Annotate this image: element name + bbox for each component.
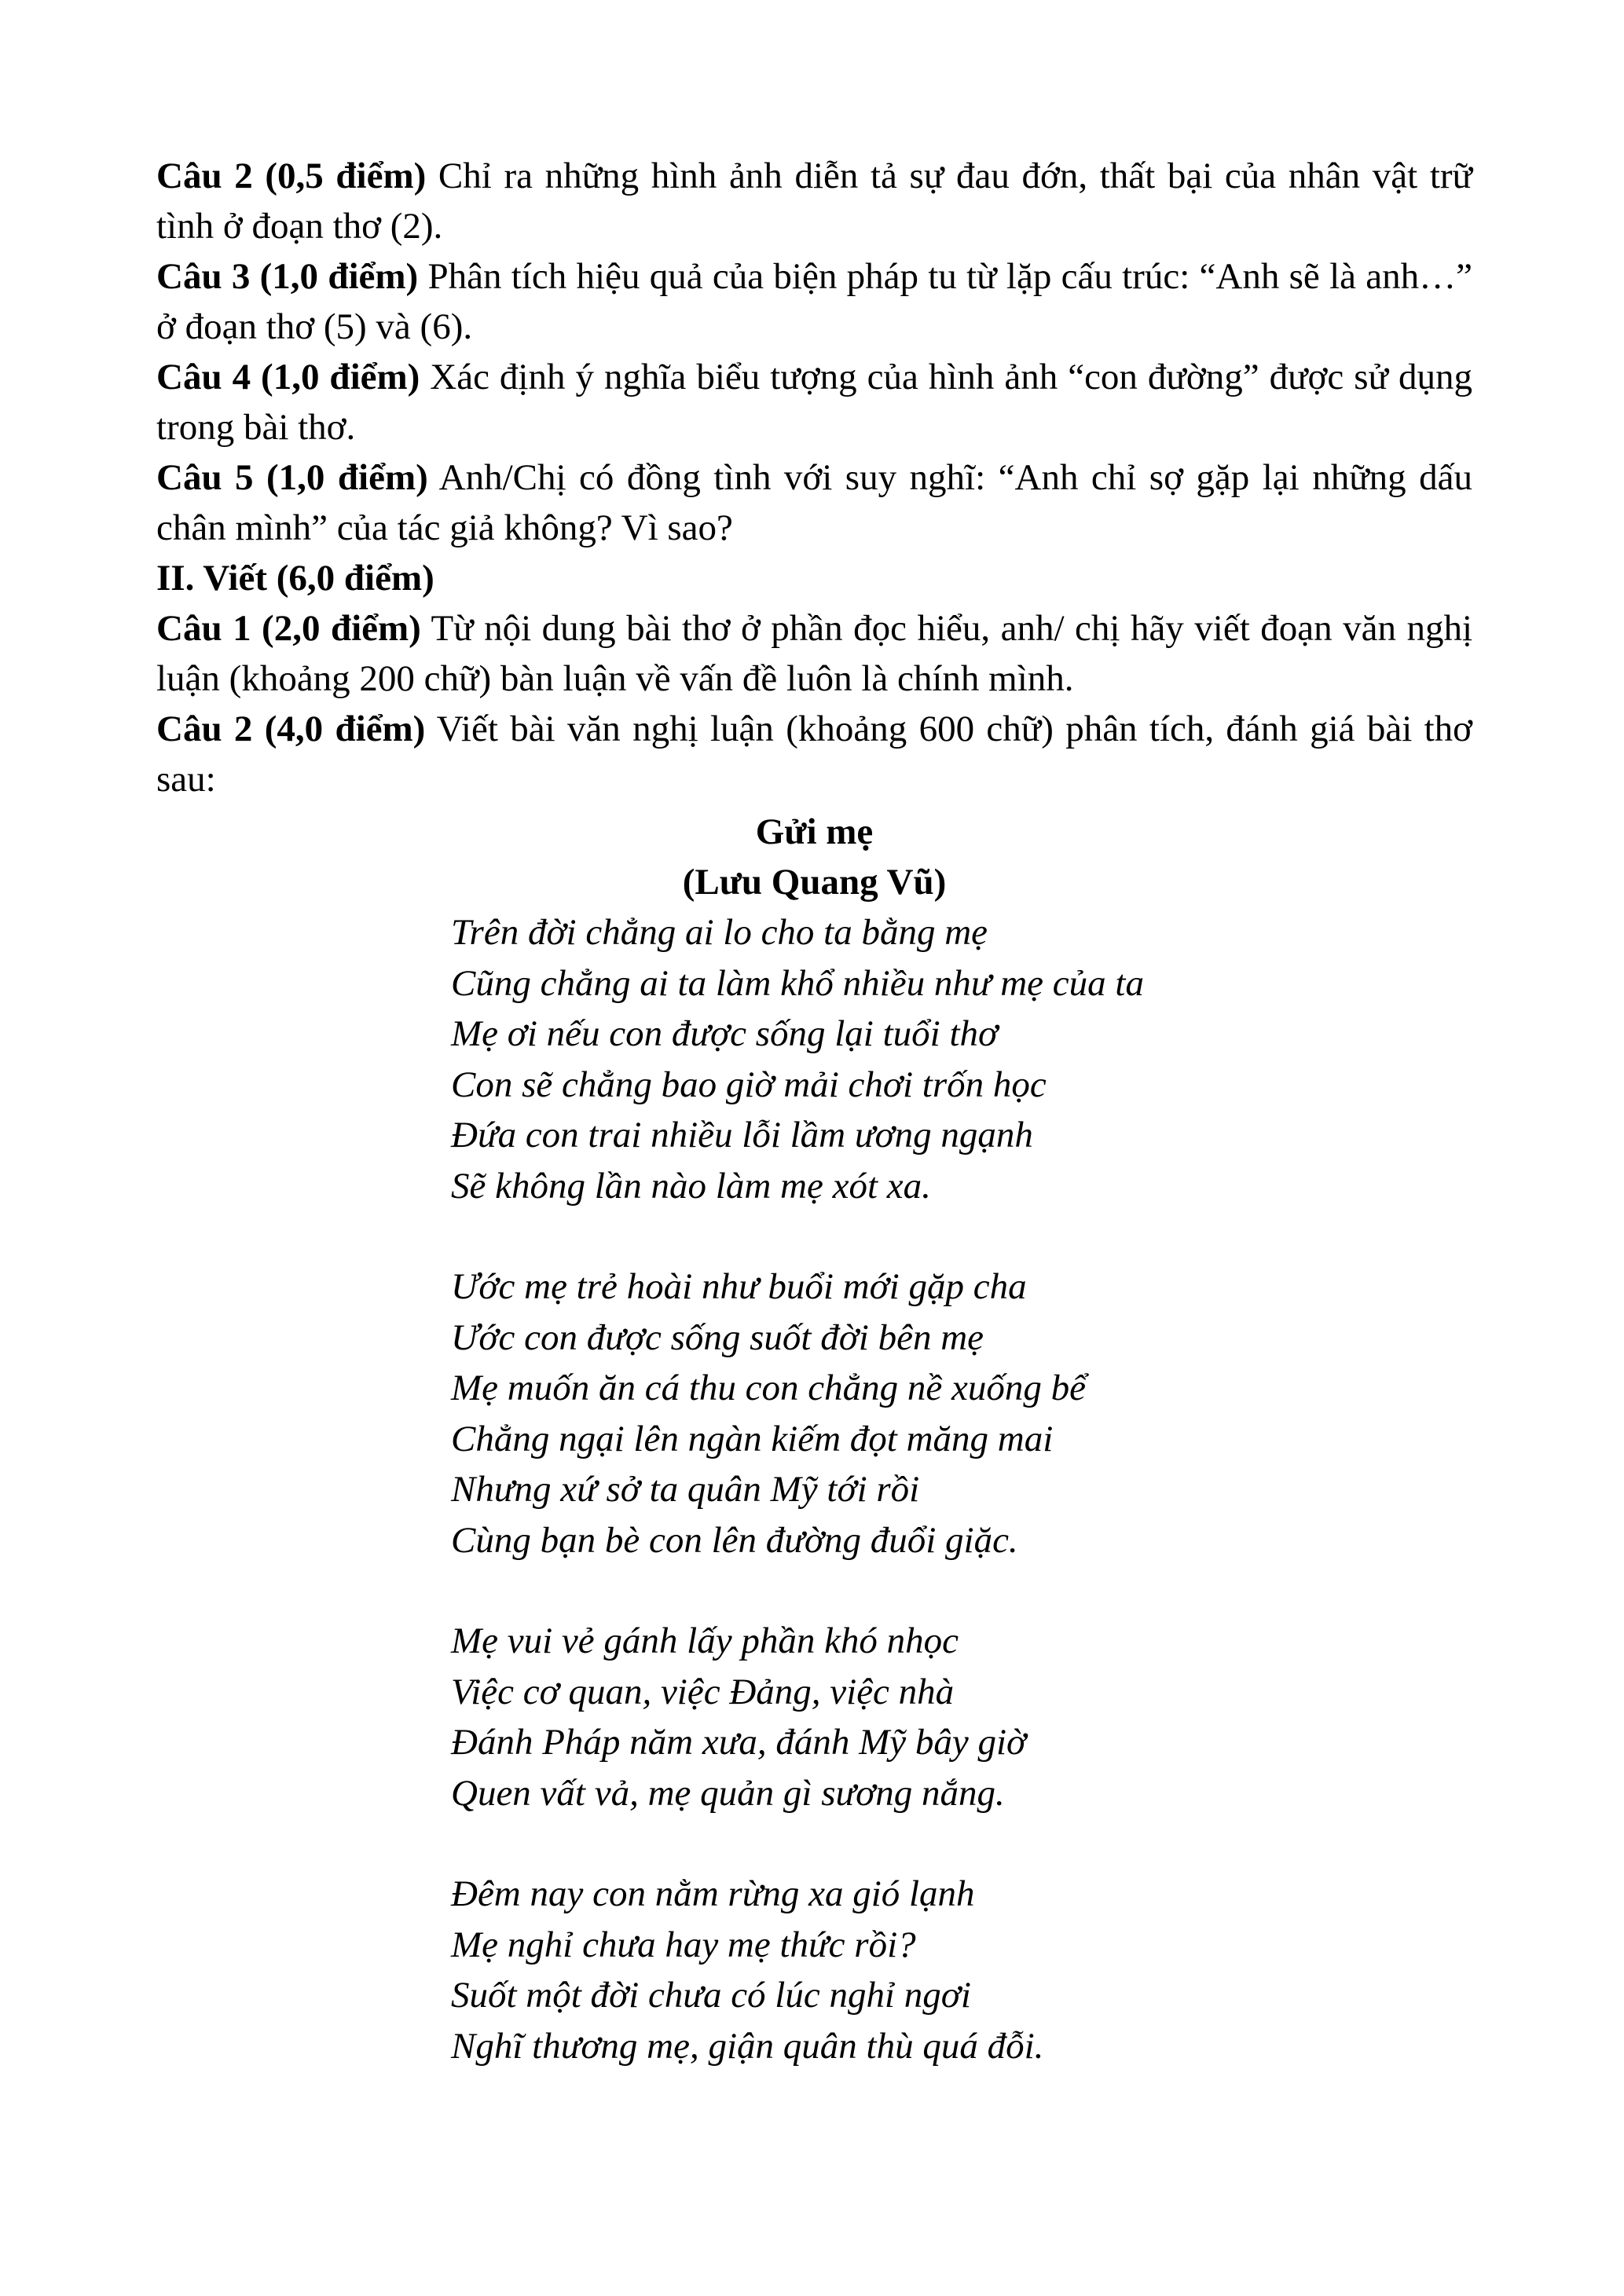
poem-line: Trên đời chẳng ai lo cho ta bằng mẹ: [451, 912, 988, 953]
poem-body: [451, 907, 1394, 2071]
question-label: Câu 2 (0,5 điểm): [156, 156, 427, 196]
question-4: [156, 352, 1472, 452]
question-text: Chỉ ra những hình ảnh diễn tả sự đau đớn, thất bại của nhân vật trữ tình ở đoạn thơ (2).: [156, 156, 1473, 247]
question-label: Câu 3 (1,0 điểm): [156, 256, 419, 297]
question-3: [156, 251, 1472, 352]
poem-line: Mẹ muốn ăn cá thu con chẳng nề xuống bể: [451, 1368, 1086, 1408]
question-text: Phân tích hiệu quả của biện pháp tu từ lặp cấu trúc: “Anh sẽ là anh…” ở đoạn thơ (5) và (6).: [156, 256, 1472, 347]
poem-author: (Lưu Quang Vũ): [682, 862, 947, 903]
poem-title: Gửi mẹ: [755, 811, 874, 852]
poem-line: Chẳng ngại lên ngàn kiếm đọt măng mai: [451, 1418, 1054, 1459]
poem-stanza-2: [451, 1262, 1394, 1565]
question-2: [156, 151, 1472, 251]
question-label: Câu 4 (1,0 điểm): [156, 357, 420, 397]
writing-question-2: [156, 704, 1472, 804]
question-text: Viết bài văn nghị luận (khoảng 600 chữ) phân tích, đánh giá bài thơ sau:: [156, 709, 1473, 800]
section-title: II. Viết (6,0 điểm): [156, 558, 434, 599]
poem-line: Sẽ không lần nào làm mẹ xót xa.: [451, 1165, 931, 1207]
poem-line: Cùng bạn bè con lên đường đuổi giặc.: [451, 1519, 1018, 1561]
poem-stanza-4: [451, 1869, 1394, 2071]
poem-line: Việc cơ quan, việc Đảng, việc nhà: [451, 1671, 955, 1712]
question-label: Câu 5 (1,0 điểm): [156, 457, 428, 498]
poem-line: Ước con được sống suốt đời bên mẹ: [451, 1316, 984, 1358]
question-label: Câu 2 (4,0 điểm): [156, 709, 426, 749]
poem-line: Đánh Pháp năm xưa, đánh Mỹ bây giờ: [451, 1722, 1027, 1763]
poem-line: Con sẽ chẳng bao giờ mải chơi trốn học: [451, 1064, 1047, 1105]
writing-question-1: [156, 603, 1472, 704]
poem-line: Nhưng xứ sở ta quân Mỹ tới rồi: [451, 1469, 920, 1510]
question-list: [156, 151, 1472, 804]
question-text: Từ nội dung bài thơ ở phần đọc hiểu, anh/ chị hãy viết đoạn văn nghị luận (khoảng 200 chữ) bàn luận về vấn đề luôn là chính mình.: [156, 608, 1472, 699]
poem-line: Đêm nay con nằm rừng xa gió lạnh: [451, 1873, 975, 1914]
poem-line: Cũng chẳng ai ta làm khổ nhiều như mẹ của ta: [451, 962, 1144, 1004]
poem-line: Nghĩ thương mẹ, giận quân thù quá đỗi.: [451, 2025, 1044, 2067]
poem-stanza-3: [451, 1616, 1394, 1818]
poem-line: Quen vất vả, mẹ quản gì sương nắng.: [451, 1772, 1005, 1814]
poem-stanza-1: [451, 907, 1394, 1211]
question-label: Câu 1 (2,0 điểm): [156, 608, 421, 649]
question-5: [156, 452, 1472, 553]
poem-line: Mẹ vui vẻ gánh lấy phần khó nhọc: [451, 1620, 959, 1661]
question-text: Anh/Chị có đồng tình với suy nghĩ: “Anh chỉ sợ gặp lại những dấu chân mình” của tác giả không? Vì sao?: [156, 457, 1473, 548]
poem-line: Đứa con trai nhiều lỗi lầm ương ngạnh: [451, 1115, 1033, 1155]
poem-line: Ước mẹ trẻ hoài như buổi mới gặp cha: [451, 1266, 1027, 1307]
poem-line: Mẹ nghỉ chưa hay mẹ thức rồi?: [451, 1924, 916, 1965]
question-text: Xác định ý nghĩa biểu tượng của hình ảnh “con đường” được sử dụng trong bài thơ.: [156, 357, 1473, 448]
poem-line: Suốt một đời chưa có lúc nghỉ ngơi: [451, 1975, 971, 2016]
poem-line: Mẹ ơi nếu con được sống lại tuổi thơ: [451, 1013, 999, 1054]
